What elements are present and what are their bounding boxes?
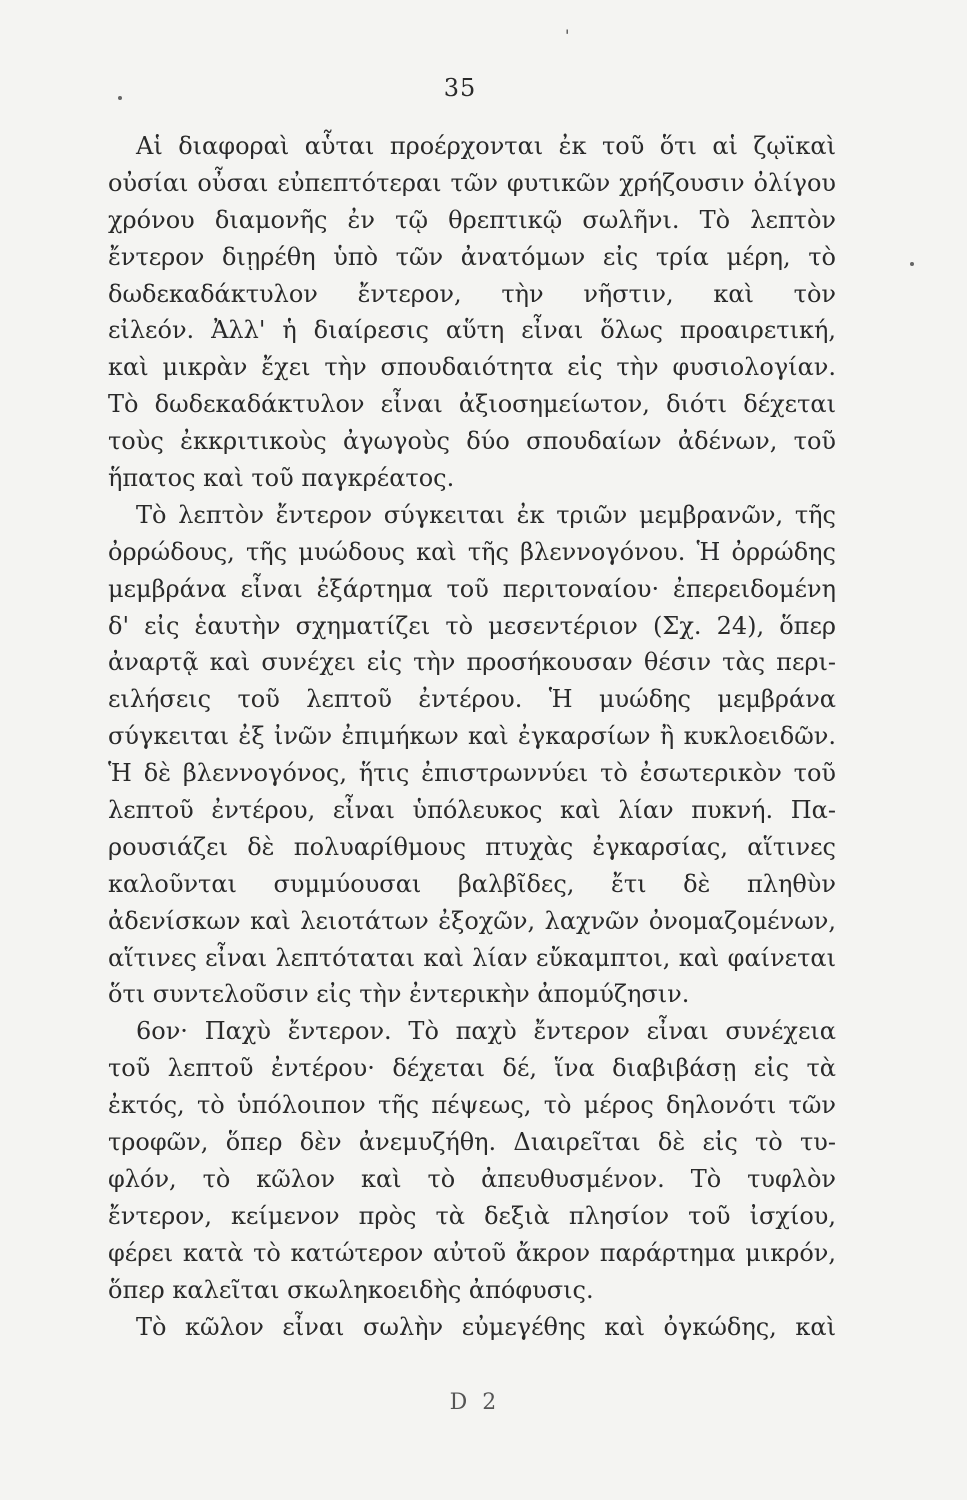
text-line: ἀδενίσκων καὶ λειοτάτων ἐξοχῶν, λαχνῶν ὀνομαζομένων,	[108, 906, 836, 935]
text-line: λεπτοῦ ἐντέρου, εἶναι ὑπόλευκος καὶ λίαν πυκνή. Πα-	[108, 796, 836, 825]
text-line: τοῦ λεπτοῦ ἐντέρου· δέχεται δέ, ἵνα διαβιβάσῃ εἰς τὰ	[108, 1054, 836, 1083]
text-line: ἔντερον, κείμενον πρὸς τὰ δεξιὰ πλησίον τοῦ ἰσχίου,	[108, 1201, 836, 1230]
page-number: 35	[443, 74, 477, 102]
text-line: ειλήσεις τοῦ λεπτοῦ ἐντέρου. Ἡ μυώδης μεμβράνα	[108, 685, 836, 714]
printer-signature: D 2	[449, 1390, 501, 1415]
text-line: καλοῦνται συμμύουσαι βαλβῖδες, ἔτι δὲ πληθὺν	[108, 869, 836, 898]
text-line: ρουσιάζει δὲ πολυαρίθμους πτυχὰς ἐγκαρσίας, αἵτινες	[108, 832, 836, 861]
text-line: φλόν, τὸ κῶλον καὶ τὸ ἀπευθυσμένον. Τὸ τυφλὸν	[108, 1164, 836, 1193]
text-line: ὅτι συντελοῦσιν εἰς τὴν ἐντερικὴν ἀπομύζησιν.	[108, 980, 690, 1009]
text-line: οὐσίαι οὖσαι εὐπεπτότεραι τῶν φυτικῶν χρήζουσιν ὀλίγου	[108, 168, 836, 197]
text-line: ἐκτός, τὸ ὑπόλοιπον τῆς πέψεως, τὸ μέρος δηλονότι τῶν	[108, 1091, 836, 1120]
text-line: ὅπερ καλεῖται σκωληκοειδὴς ἀπόφυσις.	[108, 1275, 594, 1304]
text-line: φέρει κατὰ τὸ κατώτερον αὐτοῦ ἄκρον παράρτημα μικρόν,	[108, 1238, 836, 1267]
text-line: Τὸ λεπτὸν ἔντερον σύγκειται ἐκ τριῶν μεμβρανῶν, τῆς	[136, 500, 836, 529]
body-text	[108, 128, 836, 1345]
text-line: αἵτινες εἶναι λεπτόταται καὶ λίαν εὔκαμπτοι, καὶ φαίνεται	[108, 943, 836, 972]
text-line: 6ον· Παχὺ ἔντερον. Τὸ παχὺ ἔντερον εἶναι συνέχεια	[136, 1017, 836, 1046]
text-line: καὶ μικρὰν ἔχει τὴν σπουδαιότητα εἰς τὴν φυσιολογίαν.	[108, 353, 836, 382]
text-line: τοὺς ἐκκριτικοὺς ἀγωγοὺς δύο σπουδαίων ἀδένων, τοῦ	[108, 427, 836, 456]
text-line: δ' εἰς ἑαυτὴν σχηματίζει τὸ μεσεντέριον (Σχ. 24), ὅπερ	[108, 611, 836, 640]
text-line: ἥπατος καὶ τοῦ παγκρέατος.	[108, 464, 455, 493]
text-line: τροφῶν, ὅπερ δὲν ἀνεμυζήθη. Διαιρεῖται δὲ εἰς τὸ τυ-	[108, 1128, 836, 1157]
text-line: ἀναρτᾷ καὶ συνέχει εἰς τὴν προσήκουσαν θέσιν τὰς περι-	[108, 648, 836, 677]
text-line: σύγκειται ἐξ ἰνῶν ἐπιμήκων καὶ ἐγκαρσίων ἢ κυκλοειδῶν.	[108, 722, 836, 751]
text-line: εἰλεόν. Ἀλλ' ἡ διαίρεσις αὕτη εἶναι ὅλως προαιρετική,	[108, 316, 836, 345]
text-line: Τὸ κῶλον εἶναι σωλὴν εὐμεγέθης καὶ ὀγκώδης, καὶ	[136, 1312, 836, 1341]
text-line: ὀρρώδους, τῆς μυώδους καὶ τῆς βλεννογόνου. Ἡ ὀρρώδης	[108, 537, 836, 566]
text-line: ἔντερον διῃρέθη ὑπὸ τῶν ἀνατόμων εἰς τρία μέρη, τὸ	[108, 242, 836, 271]
text-line: Τὸ δωδεκαδάκτυλον εἶναι ἀξιοσημείωτον, διότι δέχεται	[108, 390, 836, 419]
text-line: μεμβράνα εἶναι ἐξάρτημα τοῦ περιτοναίου· ἐπερειδομένη	[108, 574, 836, 603]
ink-speck	[910, 262, 914, 266]
text-line: Ἡ δὲ βλεννογόνος, ἥτις ἐπιστρωννύει τὸ ἐσωτερικὸν τοῦ	[108, 759, 836, 788]
text-line: Αἱ διαφοραὶ αὗται προέρχονται ἐκ τοῦ ὅτι αἱ ζῳϊκαὶ	[136, 132, 836, 160]
top-mark: '	[565, 26, 570, 45]
text-line: χρόνου διαμονῆς ἐν τῷ θρεπτικῷ σωλῆνι. Τὸ λεπτὸν	[108, 205, 836, 234]
text-line: δωδεκαδάκτυλον ἔντερον, τὴν νῆστιν, καὶ τὸν	[108, 279, 836, 308]
